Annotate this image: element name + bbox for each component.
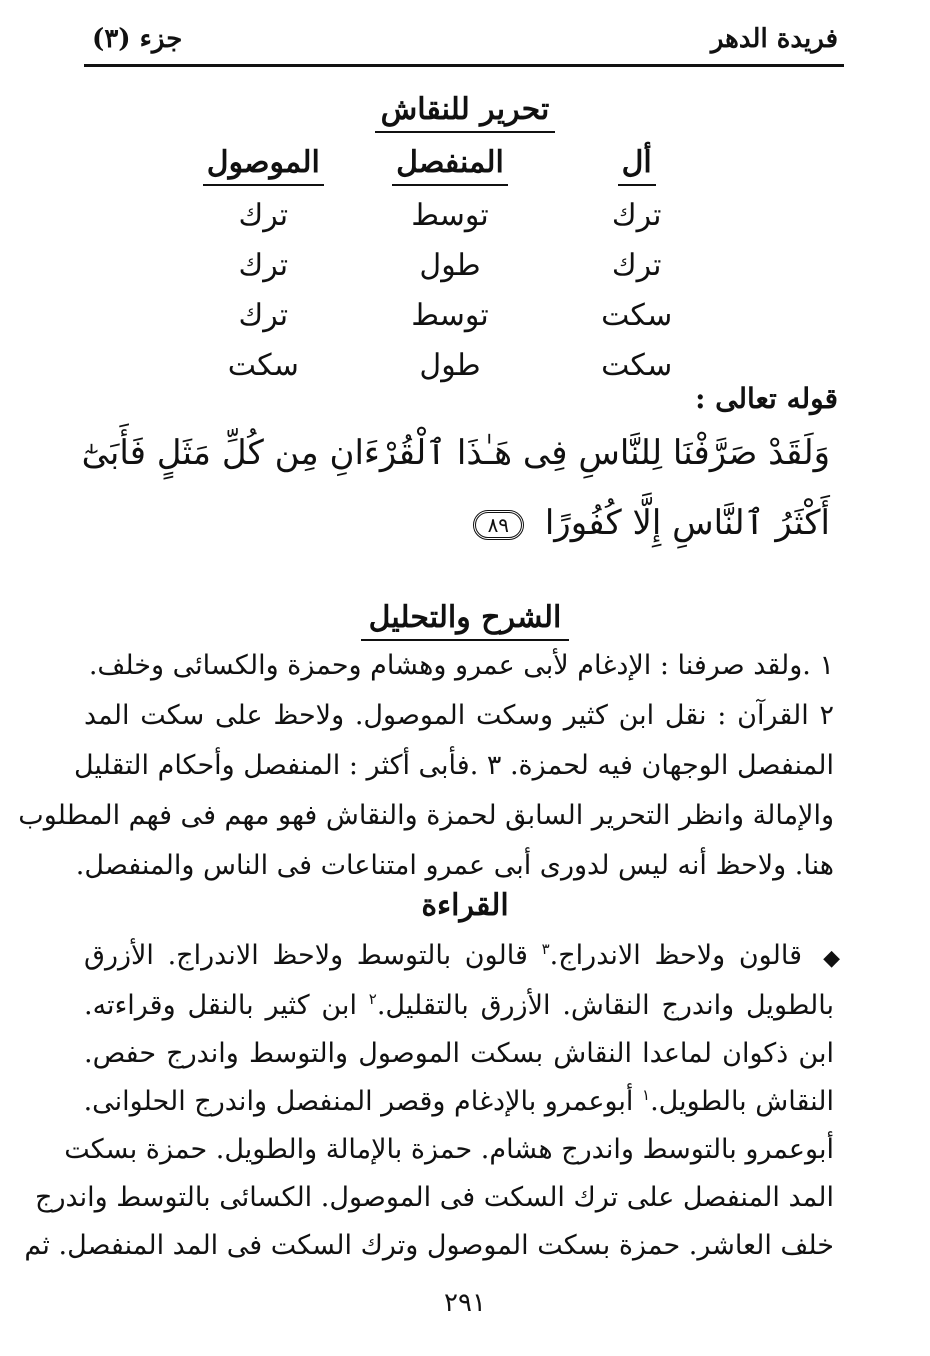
qiraa-line: ابن ذكوان لماعدا النقاش بسكت الموصول والتوسط واندرج حفص.	[84, 1038, 834, 1069]
column-header: الموصول	[170, 145, 357, 186]
table-row	[170, 190, 730, 240]
quran-verse-line-2	[473, 502, 830, 543]
tahrir-table	[170, 140, 730, 390]
table-cell: طول	[419, 247, 481, 283]
column-header: أل	[543, 145, 730, 186]
header-rule	[84, 64, 844, 67]
page-number: ٢٩١	[444, 1288, 486, 1318]
qiraa-line: بالطويل واندرج النقاش. الأزرق بالتقليل.$^٢$ ابن كثير بالنقل وقراءته.	[84, 990, 835, 1021]
table-cell: سكت	[601, 347, 673, 383]
qiraa-line: أبوعمرو بالتوسط واندرج هشام. حمزة بالإمالة والطويل. حمزة بسكت	[64, 1134, 834, 1165]
table-cell: ترك	[611, 247, 662, 283]
table-cell: سكت	[601, 297, 673, 333]
sharh-line: ١ .ولقد صرفنا : الإدغام لأبى عمرو وهشام وحمزة والكسائى وخلف.	[88, 650, 834, 681]
table-title: تحرير للنقاش	[0, 92, 930, 133]
sharh-line: والإمالة وانظر التحرير السابق لحمزة والنقاش فهو مهم فى فهم المطلوب	[18, 800, 834, 831]
running-title: فريدة الدهر	[710, 24, 838, 54]
part-label: جزء (٣)	[92, 24, 183, 54]
table-header-row	[170, 140, 730, 190]
qiraa-line: النقاش بالطويل.$^١$ أبوعمرو بالإدغام وقصر المنفصل واندرج الحلوانى.	[83, 1086, 834, 1117]
quran-verse-line-1: وَلَقَدْ صَرَّفْنَا لِلنَّاسِ فِى هَـٰذَا ٱلْقُرْءَانِ مِن كُلِّ مَثَلٍ فَأَبَىٰٓ	[81, 433, 830, 473]
table-cell: ترك	[238, 297, 289, 333]
ayah-number: ٨٩	[473, 510, 524, 540]
qiraa-line: قالون ولاحظ الاندراج.$^٣$ قالون بالتوسط ولاحظ الاندراج. الأزرق	[84, 940, 802, 971]
table-row	[170, 290, 730, 340]
sharh-line: هنا. ولاحظ أنه ليس لدورى أبى عمرو امتناعات فى الناس والمنفصل.	[75, 850, 834, 881]
table-cell: توسط	[411, 297, 489, 333]
table-cell: توسط	[411, 197, 489, 233]
diamond-bullet-icon: ◆	[823, 946, 840, 971]
qiraa-title: القراءة	[421, 888, 509, 923]
table-row	[170, 240, 730, 290]
table-cell: طول	[419, 347, 481, 383]
sharh-title: الشرح والتحليل	[0, 600, 930, 641]
sharh-line: ٢ القرآن : نقل ابن كثير وسكت الموصول. ولاحظ على سكت المد	[84, 700, 834, 731]
qawl-label: قوله تعالى :	[695, 382, 838, 415]
sharh-line: المنفصل الوجهان فيه لحمزة. ٣ .فأبى أكثر : المنفصل وأحكام التقليل	[73, 750, 834, 781]
table-cell: ترك	[611, 197, 662, 233]
quran-verse-text: أَكْثَرُ ٱلنَّاسِ إِلَّا كُفُورًا	[544, 503, 830, 543]
column-header: المنفصل	[357, 145, 544, 186]
qiraa-line: خلف العاشر. حمزة بسكت الموصول وترك السكت فى المد المنفصل. ثم	[24, 1230, 834, 1261]
table-cell: ترك	[238, 247, 289, 283]
table-cell: سكت	[227, 347, 299, 383]
qiraa-line: المد المنفصل على ترك السكت فى الموصول. الكسائى بالتوسط واندرج	[35, 1182, 834, 1213]
table-row	[170, 340, 730, 390]
table-cell: ترك	[238, 197, 289, 233]
